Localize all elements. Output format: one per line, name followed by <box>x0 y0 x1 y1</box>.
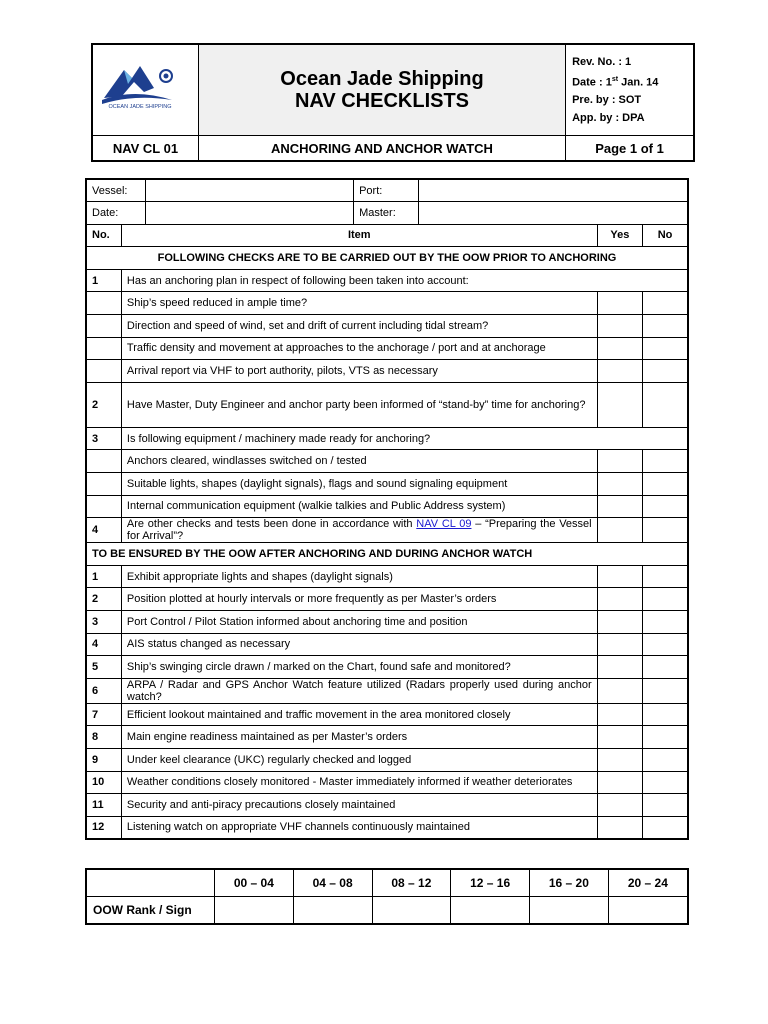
port-field[interactable] <box>418 179 688 202</box>
revision-date: Date : 1st Jan. 14 <box>572 75 659 89</box>
checklist-row <box>86 292 688 315</box>
yes-checkbox[interactable] <box>597 382 642 427</box>
checklist-row <box>86 748 688 771</box>
sign-field[interactable] <box>530 897 609 925</box>
oow-rank-sign-label: OOW Rank / Sign <box>86 897 215 925</box>
no-checkbox[interactable] <box>643 360 688 383</box>
yes-checkbox[interactable] <box>597 678 642 703</box>
watch-header-blank <box>86 869 215 897</box>
no-checkbox[interactable] <box>643 565 688 588</box>
checklist-row <box>86 726 688 749</box>
checklist-row <box>86 473 688 496</box>
checklist-row <box>86 611 688 634</box>
approved-by: App. by : DPA <box>572 112 645 125</box>
yes-checkbox[interactable] <box>597 495 642 518</box>
sign-field[interactable] <box>451 897 530 925</box>
item-number: 11 <box>86 794 121 817</box>
item-text: ARPA / Radar and GPS Anchor Watch feature utilized (Radars properly used during anchor watch? <box>121 678 597 703</box>
item-number: 10 <box>86 771 121 794</box>
item-number: 3 <box>86 427 121 450</box>
item-number: 2 <box>86 588 121 611</box>
watch-period-header: 08 – 12 <box>372 869 451 897</box>
watch-period-header: 04 – 08 <box>293 869 372 897</box>
no-checkbox[interactable] <box>643 703 688 726</box>
page-number: Page 1 of 1 <box>566 136 694 162</box>
item-text: Is following equipment / machinery made ready for anchoring? <box>121 427 688 450</box>
yes-checkbox[interactable] <box>597 518 642 543</box>
item-number: 12 <box>86 816 121 839</box>
section-title-prior-anchoring: FOLLOWING CHECKS ARE TO BE CARRIED OUT BY THE OOW PRIOR TO ANCHORING <box>86 247 688 270</box>
item-text: Traffic density and movement at approaches to the anchorage / port and at anchorage <box>121 337 597 360</box>
checklist-row <box>86 656 688 679</box>
prepared-by: Pre. by : SOT <box>572 94 642 107</box>
item-number <box>86 292 121 315</box>
item-text: Under keel clearance (UKC) regularly checked and logged <box>121 748 597 771</box>
watch-period-header: 20 – 24 <box>608 869 688 897</box>
checklist-row <box>86 794 688 817</box>
item-text: Port Control / Pilot Station informed about anchoring time and position <box>121 611 597 634</box>
checklist-row <box>86 518 688 543</box>
no-checkbox[interactable] <box>643 518 688 543</box>
item-text: Exhibit appropriate lights and shapes (daylight signals) <box>121 565 597 588</box>
no-checkbox[interactable] <box>643 726 688 749</box>
item-text: Suitable lights, shapes (daylight signals), flags and sound signaling equipment <box>121 473 597 496</box>
yes-checkbox[interactable] <box>597 588 642 611</box>
item-number: 7 <box>86 703 121 726</box>
yes-checkbox[interactable] <box>597 794 642 817</box>
checklist-row <box>86 382 688 427</box>
checklist-row <box>86 703 688 726</box>
yes-checkbox[interactable] <box>597 315 642 338</box>
item-number: 9 <box>86 748 121 771</box>
yes-checkbox[interactable] <box>597 703 642 726</box>
checklist-row <box>86 360 688 383</box>
item-text: Ship’s speed reduced in ample time? <box>121 292 597 315</box>
item-number <box>86 473 121 496</box>
section-title-anchor-watch: TO BE ENSURED BY THE OOW AFTER ANCHORING AND DURING ANCHOR WATCH <box>86 543 688 566</box>
yes-checkbox[interactable] <box>597 748 642 771</box>
item-number <box>86 315 121 338</box>
item-text: Are other checks and tests been done in accordance with NAV CL 09 – “Preparing the Vessel for Arrival”? <box>121 518 597 543</box>
item-number <box>86 360 121 383</box>
item-text: Ship’s swinging circle drawn / marked on the Chart, found safe and monitored? <box>121 656 597 679</box>
checklist-row <box>86 315 688 338</box>
checklist-row <box>86 565 688 588</box>
port-label: Port: <box>354 179 418 202</box>
item-number: 1 <box>86 565 121 588</box>
item-number: 6 <box>86 678 121 703</box>
revision-info <box>566 44 694 136</box>
yes-checkbox[interactable] <box>597 816 642 839</box>
sign-field[interactable] <box>215 897 294 925</box>
item-text: Position plotted at hourly intervals or more frequently as per Master’s orders <box>121 588 597 611</box>
checklist-code: NAV CL 01 <box>92 136 198 162</box>
item-text: Direction and speed of wind, set and drift of current including tidal stream? <box>121 315 597 338</box>
yes-checkbox[interactable] <box>597 771 642 794</box>
item-text: Weather conditions closely monitored - Master immediately informed if weather deteriorates <box>121 771 597 794</box>
yes-checkbox[interactable] <box>597 633 642 656</box>
sign-field[interactable] <box>293 897 372 925</box>
nav-cl-09-link[interactable]: NAV CL 09 <box>416 518 472 531</box>
no-checkbox[interactable] <box>643 450 688 473</box>
yes-checkbox[interactable] <box>597 611 642 634</box>
item-text: Main engine readiness maintained as per Master’s orders <box>121 726 597 749</box>
vessel-label: Vessel: <box>86 179 145 202</box>
item-number <box>86 337 121 360</box>
checklist-row <box>86 337 688 360</box>
checklist-row <box>86 495 688 518</box>
yes-checkbox[interactable] <box>597 360 642 383</box>
no-checkbox[interactable] <box>643 771 688 794</box>
no-checkbox[interactable] <box>643 495 688 518</box>
item-number: 1 <box>86 269 121 292</box>
document-title: NAV CHECKLISTS <box>294 90 470 112</box>
checklist-row <box>86 588 688 611</box>
item-number: 4 <box>86 518 121 543</box>
item-text: Has an anchoring plan in respect of following been taken into account: <box>121 269 688 292</box>
no-checkbox[interactable] <box>643 633 688 656</box>
column-header-no: No. <box>86 224 121 247</box>
yes-checkbox[interactable] <box>597 292 642 315</box>
item-text: Have Master, Duty Engineer and anchor party been informed of “stand-by” time for anchoring? <box>121 382 597 427</box>
logo-cell <box>92 44 198 136</box>
item-text: Internal communication equipment (walkie talkies and Public Address system) <box>121 495 597 518</box>
checklist-row <box>86 633 688 656</box>
watch-period-header: 16 – 20 <box>530 869 609 897</box>
yes-checkbox[interactable] <box>597 565 642 588</box>
checklist-table <box>85 178 689 840</box>
no-checkbox[interactable] <box>643 678 688 703</box>
watch-sign-table <box>85 868 689 925</box>
checklist-row <box>86 816 688 839</box>
vessel-field[interactable] <box>145 179 354 202</box>
yes-checkbox[interactable] <box>597 473 642 496</box>
item-text: Efficient lookout maintained and traffic movement in the area monitored closely <box>121 703 597 726</box>
no-checkbox[interactable] <box>643 588 688 611</box>
document-header <box>91 43 695 162</box>
no-checkbox[interactable] <box>643 611 688 634</box>
checklist-row <box>86 427 688 450</box>
no-checkbox[interactable] <box>643 337 688 360</box>
item-number <box>86 450 121 473</box>
item-text: Security and anti-piracy precautions closely maintained <box>121 794 597 817</box>
no-checkbox[interactable] <box>643 748 688 771</box>
master-field[interactable] <box>418 202 688 225</box>
item-number: 8 <box>86 726 121 749</box>
item-number: 5 <box>86 656 121 679</box>
column-header-item: Item <box>121 224 597 247</box>
item-number: 3 <box>86 611 121 634</box>
item-text: Arrival report via VHF to port authority, pilots, VTS as necessary <box>121 360 597 383</box>
column-header-no-answer: No <box>643 224 688 247</box>
checklist-row <box>86 450 688 473</box>
item-text: Anchors cleared, windlasses switched on / tested <box>121 450 597 473</box>
item-number <box>86 495 121 518</box>
logo-text: OCEAN JADE SHIPPING <box>108 103 172 110</box>
column-header-yes: Yes <box>597 224 642 247</box>
no-checkbox[interactable] <box>643 292 688 315</box>
company-name: Ocean Jade Shipping <box>280 68 484 90</box>
item-text: Listening watch on appropriate VHF channels continuously maintained <box>121 816 597 839</box>
no-checkbox[interactable] <box>643 315 688 338</box>
yes-checkbox[interactable] <box>597 337 642 360</box>
no-checkbox[interactable] <box>643 473 688 496</box>
item-number: 2 <box>86 382 121 427</box>
master-label: Master: <box>354 202 418 225</box>
item-number: 4 <box>86 633 121 656</box>
yes-checkbox[interactable] <box>597 726 642 749</box>
no-checkbox[interactable] <box>643 816 688 839</box>
checklist-row <box>86 678 688 703</box>
watch-period-header: 12 – 16 <box>451 869 530 897</box>
no-checkbox[interactable] <box>643 794 688 817</box>
company-logo <box>94 48 194 128</box>
no-checkbox[interactable] <box>643 382 688 427</box>
date-label: Date: <box>86 202 145 225</box>
yes-checkbox[interactable] <box>597 656 642 679</box>
sign-field[interactable] <box>608 897 688 925</box>
no-checkbox[interactable] <box>643 656 688 679</box>
title-cell <box>198 44 565 136</box>
sign-field[interactable] <box>372 897 451 925</box>
revision-number: Rev. No. : 1 <box>572 55 632 68</box>
checklist-row <box>86 771 688 794</box>
date-field[interactable] <box>145 202 354 225</box>
item-text: AIS status changed as necessary <box>121 633 597 656</box>
checklist-row <box>86 269 688 292</box>
yes-checkbox[interactable] <box>597 450 642 473</box>
watch-period-header: 00 – 04 <box>215 869 294 897</box>
checklist-subject: ANCHORING AND ANCHOR WATCH <box>198 136 565 162</box>
